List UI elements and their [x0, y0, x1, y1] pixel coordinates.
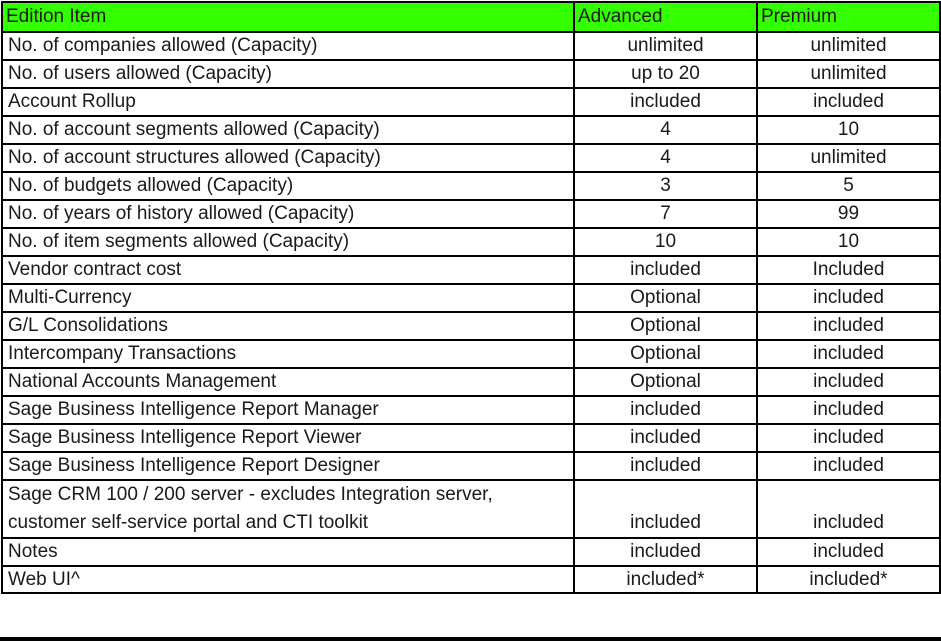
header-premium: Premium [757, 2, 940, 32]
advanced-cell: included [574, 538, 757, 566]
advanced-cell: unlimited [574, 32, 757, 60]
premium-cell: included [757, 452, 940, 480]
premium-cell: 5 [757, 172, 940, 200]
advanced-cell: included [574, 480, 757, 538]
advanced-cell: included [574, 396, 757, 424]
advanced-cell: included [574, 424, 757, 452]
premium-cell: included [757, 340, 940, 368]
item-cell: Account Rollup [2, 88, 574, 116]
item-cell: No. of companies allowed (Capacity) [2, 32, 574, 60]
advanced-cell: Optional [574, 340, 757, 368]
premium-cell: included [757, 538, 940, 566]
item-cell: Web UI^ [2, 566, 574, 593]
premium-cell: unlimited [757, 144, 940, 172]
table-row [2, 284, 940, 312]
item-cell: No. of account structures allowed (Capacity) [2, 144, 574, 172]
premium-cell: 99 [757, 200, 940, 228]
table-row [2, 116, 940, 144]
table-row [2, 312, 940, 340]
item-cell: No. of item segments allowed (Capacity) [2, 228, 574, 256]
table-row [2, 200, 940, 228]
item-cell: G/L Consolidations [2, 312, 574, 340]
table-row [2, 60, 940, 88]
premium-cell: included [757, 284, 940, 312]
item-cell: National Accounts Management [2, 368, 574, 396]
table-row [2, 340, 940, 368]
item-cell: Sage Business Intelligence Report Viewer [2, 424, 574, 452]
advanced-cell: 3 [574, 172, 757, 200]
item-cell: Sage CRM 100 / 200 server - excludes Integration server, customer self-service portal and CTI toolkit [2, 480, 574, 538]
premium-cell: 10 [757, 228, 940, 256]
item-cell: No. of budgets allowed (Capacity) [2, 172, 574, 200]
item-cell: Vendor contract cost [2, 256, 574, 284]
table-row [2, 566, 940, 593]
header-row [2, 2, 940, 32]
advanced-cell: 4 [574, 144, 757, 172]
table-row [2, 172, 940, 200]
item-cell: No. of years of history allowed (Capacity) [2, 200, 574, 228]
item-cell: Sage Business Intelligence Report Manager [2, 396, 574, 424]
premium-cell: included* [757, 566, 940, 593]
table-row [2, 480, 940, 538]
advanced-cell: Optional [574, 284, 757, 312]
premium-cell: unlimited [757, 32, 940, 60]
table-row [2, 256, 940, 284]
advanced-cell: included* [574, 566, 757, 593]
premium-cell: included [757, 88, 940, 116]
item-cell: Sage Business Intelligence Report Designer [2, 452, 574, 480]
table-body [2, 32, 940, 593]
advanced-cell: 4 [574, 116, 757, 144]
advanced-cell: 10 [574, 228, 757, 256]
table-row [2, 396, 940, 424]
advanced-cell: included [574, 88, 757, 116]
table-row [2, 368, 940, 396]
premium-cell: included [757, 396, 940, 424]
premium-cell: unlimited [757, 60, 940, 88]
table-row [2, 538, 940, 566]
table-row [2, 144, 940, 172]
premium-cell: included [757, 312, 940, 340]
table-row [2, 32, 940, 60]
premium-cell: included [757, 424, 940, 452]
premium-cell: included [757, 480, 940, 538]
premium-cell: 10 [757, 116, 940, 144]
table-row [2, 88, 940, 116]
item-cell: No. of account segments allowed (Capacity) [2, 116, 574, 144]
premium-cell: included [757, 368, 940, 396]
edition-comparison-table [1, 1, 941, 594]
item-cell: Multi-Currency [2, 284, 574, 312]
header-advanced: Advanced [574, 2, 757, 32]
item-cell: Intercompany Transactions [2, 340, 574, 368]
advanced-cell: included [574, 452, 757, 480]
item-cell: No. of users allowed (Capacity) [2, 60, 574, 88]
premium-cell: Included [757, 256, 940, 284]
header-edition-item: Edition Item [2, 2, 574, 32]
advanced-cell: Optional [574, 368, 757, 396]
table-row [2, 452, 940, 480]
advanced-cell: included [574, 256, 757, 284]
advanced-cell: 7 [574, 200, 757, 228]
table-row [2, 424, 940, 452]
table-row [2, 228, 940, 256]
advanced-cell: Optional [574, 312, 757, 340]
advanced-cell: up to 20 [574, 60, 757, 88]
item-cell: Notes [2, 538, 574, 566]
